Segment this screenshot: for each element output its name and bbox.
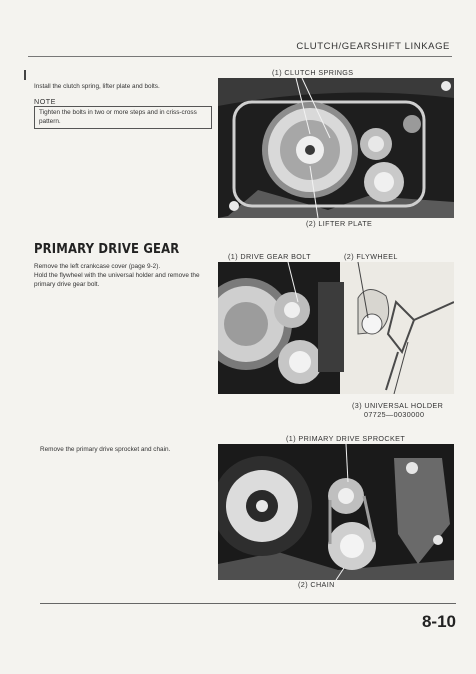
footer-divider bbox=[40, 603, 456, 604]
margin-mark bbox=[24, 70, 26, 80]
clutch-instruction: Install the clutch spring, lifter plate and bolts. bbox=[34, 83, 160, 90]
note-box bbox=[34, 106, 212, 129]
primary-drive-line-2: Hold the flywheel with the universal holder and remove the primary drive gear bolt. bbox=[34, 272, 200, 288]
primary-drive-line-1: Remove the left crankcase cover (page 9-2). bbox=[34, 263, 161, 270]
drive-sprocket-photo bbox=[218, 444, 454, 580]
clutch-springs-photo bbox=[218, 78, 454, 218]
note-label: NOTE bbox=[34, 97, 56, 106]
note-text: Tighten the bolts in two or more steps and in criss-cross pattern. bbox=[39, 109, 197, 125]
section-title-primary-drive-gear: PRIMARY DRIVE GEAR bbox=[34, 241, 180, 257]
sprocket-instruction: Remove the primary drive sprocket and chain. bbox=[40, 446, 171, 453]
callout-flywheel: (2) FLYWHEEL bbox=[344, 252, 398, 261]
callout-primary-drive-sprocket: (1) PRIMARY DRIVE SPROCKET bbox=[286, 434, 406, 443]
callout-clutch-springs: (1) CLUTCH SPRINGS bbox=[272, 68, 354, 77]
universal-holder-part-number: 07725—0030000 bbox=[364, 410, 425, 419]
drive-gear-photo bbox=[218, 262, 454, 394]
callout-universal-holder: (3) UNIVERSAL HOLDER bbox=[352, 401, 444, 410]
page-number: 8-10 bbox=[421, 612, 456, 631]
header-divider bbox=[28, 56, 452, 57]
page-header-title: CLUTCH/GEARSHIFT LINKAGE bbox=[296, 41, 450, 52]
callout-chain: (2) CHAIN bbox=[298, 580, 335, 589]
callout-lifter-plate: (2) LIFTER PLATE bbox=[306, 219, 373, 228]
callout-drive-gear-bolt: (1) DRIVE GEAR BOLT bbox=[228, 252, 311, 261]
